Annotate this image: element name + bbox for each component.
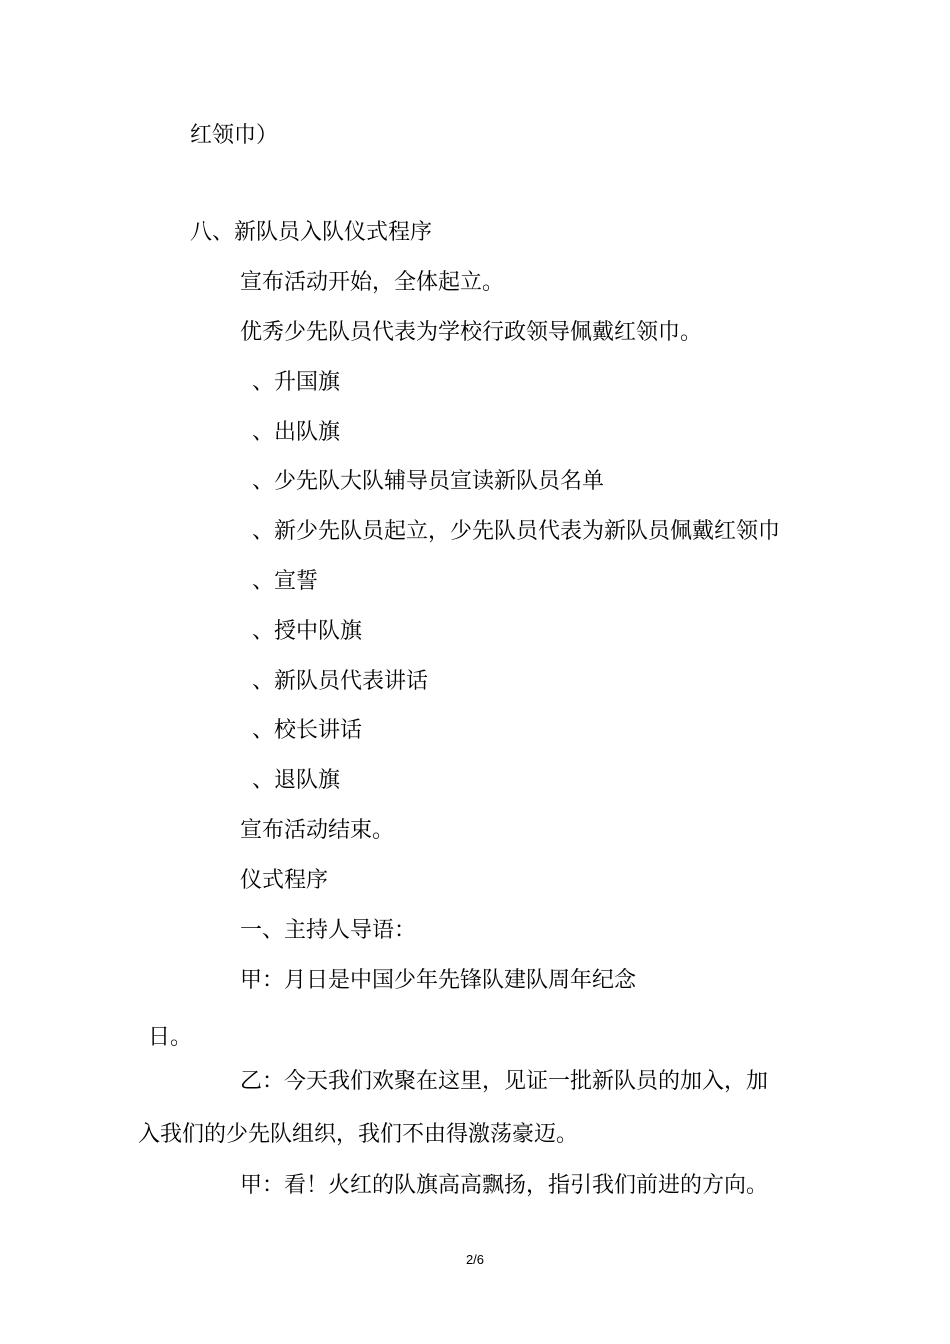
list-item: 、退队旗 bbox=[252, 768, 341, 793]
text-line: 宣布活动开始，全体起立。 bbox=[240, 270, 505, 295]
list-item: 、授中队旗 bbox=[252, 619, 363, 644]
text-line: 红领巾） bbox=[190, 123, 279, 148]
text-line: 入我们的少先队组织，我们不由得激荡豪迈。 bbox=[138, 1122, 579, 1147]
section-heading: 仪式程序 bbox=[240, 868, 329, 893]
text-line: 日。 bbox=[148, 1025, 193, 1050]
text-line: 宣布活动结束。 bbox=[240, 818, 395, 843]
list-item: 、新少先队员起立，少先队员代表为新队员佩戴红领巾 bbox=[252, 519, 781, 544]
list-item: 、出队旗 bbox=[252, 420, 341, 445]
text-line: 优秀少先队员代表为学校行政领导佩戴红领巾。 bbox=[240, 320, 703, 345]
list-item: 、少先队大队辅导员宣读新队员名单 bbox=[252, 469, 605, 494]
list-item: 、新队员代表讲话 bbox=[252, 669, 429, 694]
section-heading: 八、新队员入队仪式程序 bbox=[190, 220, 433, 245]
section-heading: 一、主持人导语： bbox=[240, 918, 417, 943]
list-item: 、升国旗 bbox=[252, 370, 341, 395]
list-item: 、校长讲话 bbox=[252, 718, 363, 743]
text-line: 甲：看！火红的队旗高高飘扬，指引我们前进的方向。 bbox=[240, 1173, 769, 1198]
list-item: 、宣誓 bbox=[252, 569, 319, 594]
text-line: 乙：今天我们欢聚在这里，见证一批新队员的加入，加 bbox=[240, 1069, 769, 1094]
text-line: 甲：月日是中国少年先锋队建队周年纪念 bbox=[240, 968, 637, 993]
page-number: 2/6 bbox=[465, 1252, 485, 1267]
